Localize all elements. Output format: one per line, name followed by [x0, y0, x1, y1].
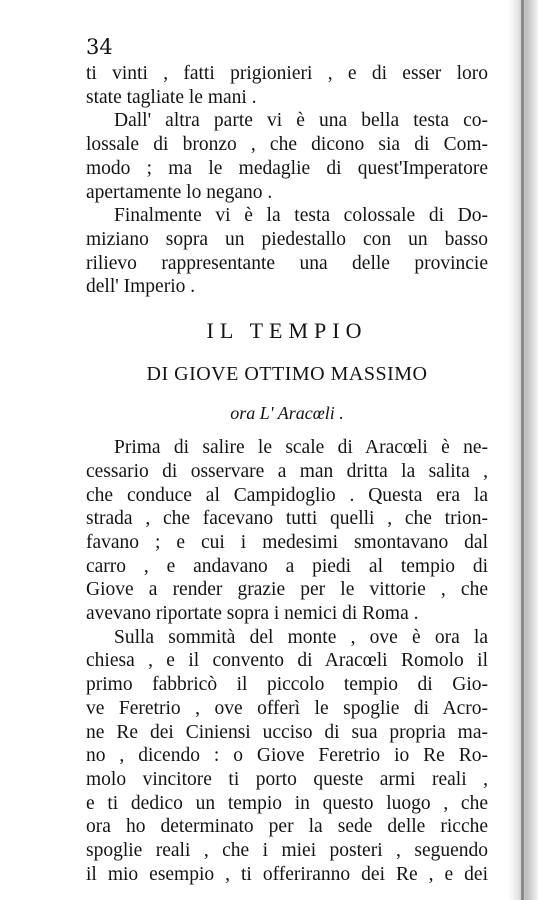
text-line: avevano riportate sopra i nemici di Roma . [86, 603, 419, 625]
text-line: Finalmente vi è la testa colossale di Do- [114, 205, 488, 227]
paragraph-stairs [86, 436, 488, 626]
text-line: spoglie reali , che i miei posteri , seguendo [86, 840, 488, 862]
text-line: e ti dedico un tempio in questo luogo , che [86, 792, 488, 814]
paragraph-continued [86, 40, 488, 109]
text-line: dell' Imperio . [86, 276, 196, 298]
text-line: lossale di bronzo , che dicono sia di Com- [86, 134, 488, 156]
text-line: cessario di osservare a man dritta la salita , [86, 460, 488, 482]
page-number: 34 [86, 35, 113, 59]
text-line: che conduce al Campidoglio . Questa era la [86, 484, 488, 506]
text-line: Sulla sommità del monte , ove è ora la [114, 626, 488, 648]
text-line: ne Re dei Ciniensi ucciso di sua propria ma- [86, 721, 488, 743]
text-line: ve Feretrio , ove offerì le spoglie di Acro- [86, 697, 488, 719]
text-line: no , dicendo : o Giove Feretrio io Re Ro- [86, 745, 488, 767]
section-heading: IL TEMPIO [206, 318, 368, 344]
text-line: miziano sopra un piedestallo con un basso [86, 228, 488, 250]
text-line: strada , che facevano tutti quelli , che trion- [86, 508, 488, 530]
text-line: Prima di salire le scale di Aracœli è ne- [114, 437, 488, 459]
paragraph-bronze-head [86, 109, 488, 204]
text-line: Giove a render grazie per le vittorie , che [86, 579, 488, 601]
text-line: Dall' altra parte vi è una bella testa co- [114, 110, 488, 132]
text-line: favano ; e cui i medesimi smontavano dal [86, 531, 488, 553]
text-line: state tagliate le mani . [86, 86, 257, 108]
text-line: modo ; ma le medaglie di quest'Imperatore [86, 157, 488, 179]
page-binding-shadow [521, 0, 524, 900]
body-text [86, 40, 488, 887]
paragraph-domitian-head [86, 204, 488, 299]
text-line: primo fabbricò il piccolo tempio di Gio- [86, 674, 488, 696]
text-line: molo vincitore ti porto queste armi reali , [86, 768, 488, 790]
text-line: il mio esempio , ti offeriranno dei Re , e dei [86, 863, 488, 885]
section-subtitle: ora L' Aracœli . [230, 403, 344, 424]
paragraph-romulus [86, 626, 488, 887]
text-line: carro , e andavano a piedi al tempio di [86, 555, 488, 577]
text-line: ora ho determinato per la sede delle ricche [86, 816, 488, 838]
text-line: rilievo rappresentante una delle provincie [86, 252, 488, 274]
text-line: chiesa , e il convento di Aracœli Romolo il [86, 650, 488, 672]
text-line: apertamente lo negano . [86, 181, 273, 203]
section-subheading: DI GIOVE OTTIMO MASSIMO [146, 362, 428, 385]
text-line: ti vinti , fatti prigionieri , e di esser loro [86, 63, 488, 84]
